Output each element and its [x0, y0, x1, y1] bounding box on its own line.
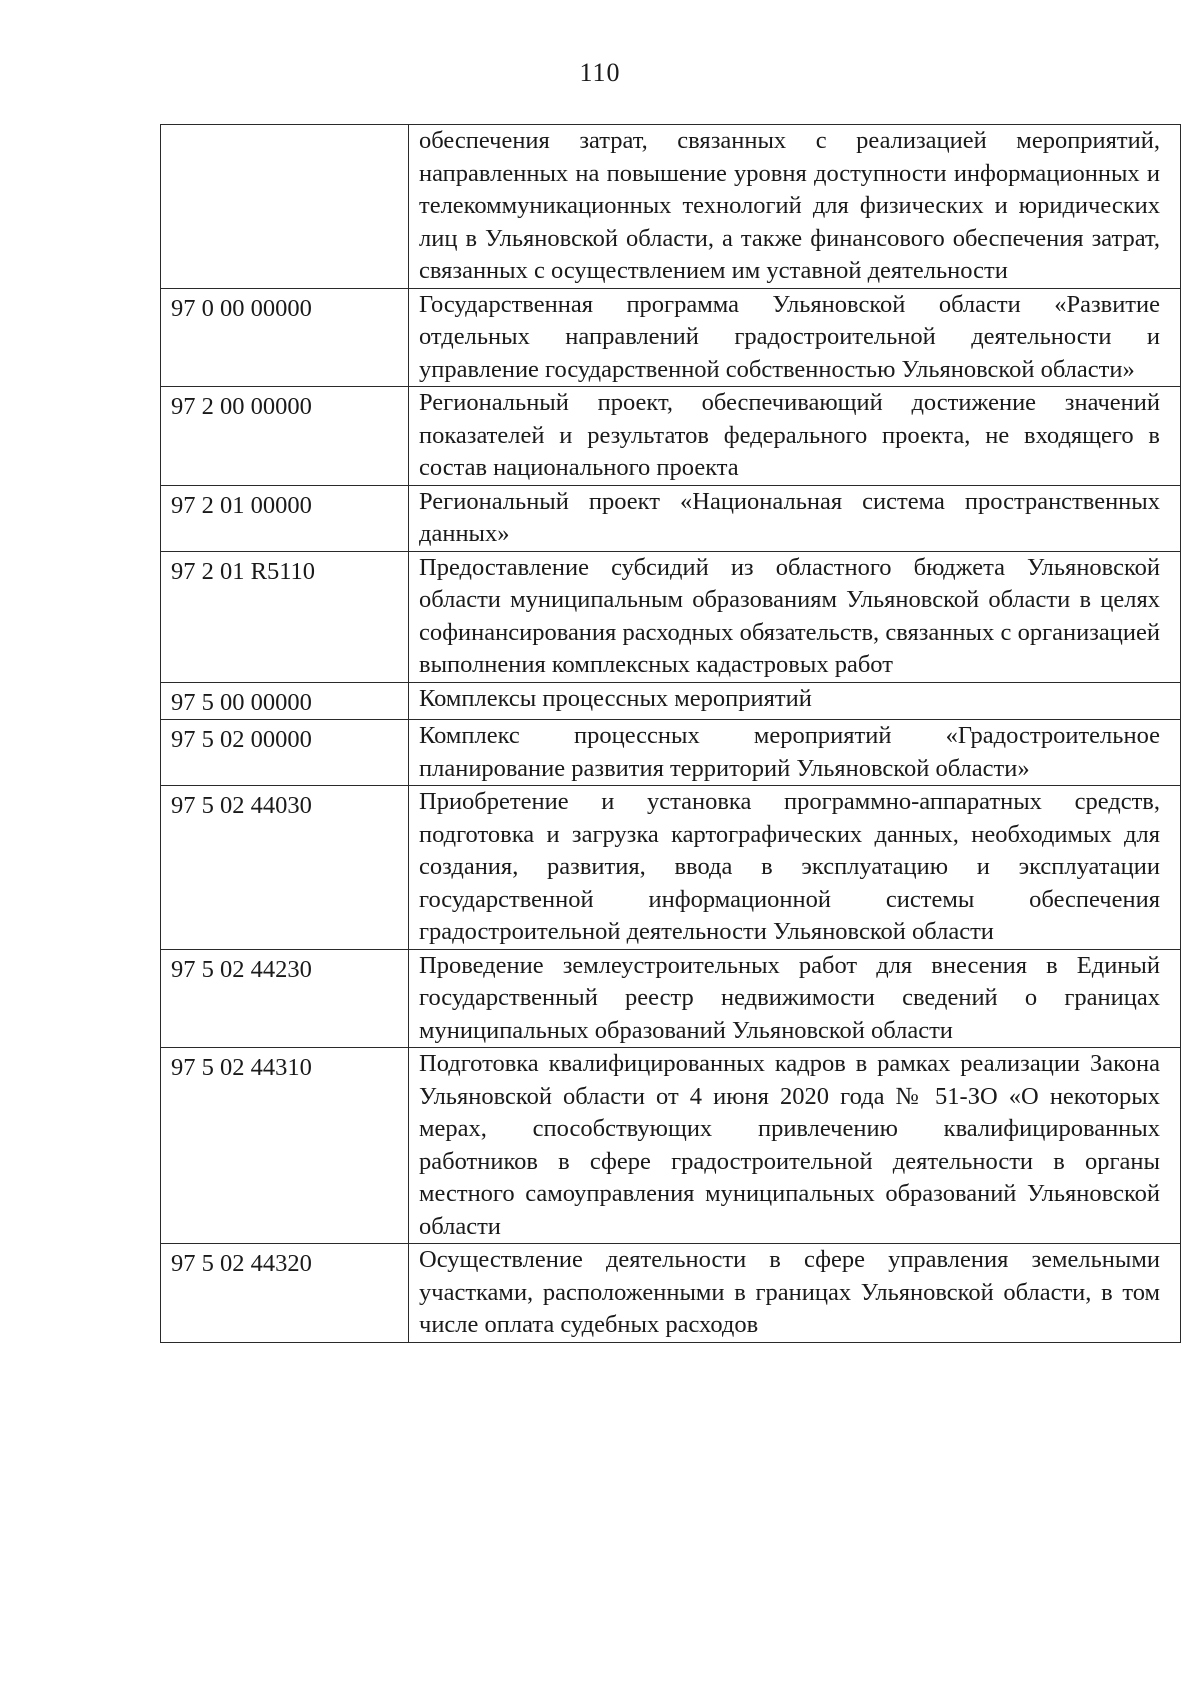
row-code: 97 2 01 00000: [161, 485, 409, 551]
table-row: [161, 786, 1181, 950]
row-code: 97 2 01 R5110: [161, 551, 409, 682]
page-number: 110: [579, 58, 621, 87]
row-description: Комплексы процессных мероприятий: [409, 682, 1181, 720]
table-row: [161, 949, 1181, 1048]
row-description: Комплекс процессных мероприятий «Градостроительное планирование развития территорий Ульяновской области»: [409, 720, 1181, 786]
row-code: 97 5 02 44310: [161, 1048, 409, 1244]
row-description: Подготовка квалифицированных кадров в рамках реализации Закона Ульяновской области от 4 июня 2020 года № 51-ЗО «О некоторых мерах, способствующих привлечению квалифицированных работников в сфере градостроительной деятельности в органы местного самоуправления муниципальных образований Ульяновской области: [409, 1048, 1181, 1244]
row-code: 97 0 00 00000: [161, 288, 409, 387]
row-description: Осуществление деятельности в сфере управления земельными участками, расположенными в границах Ульяновской области, в том числе оплата судебных расходов: [409, 1244, 1181, 1343]
table-row: [161, 551, 1181, 682]
table-row: [161, 387, 1181, 486]
row-description: Предоставление субсидий из областного бюджета Ульяновской области муниципальным образованиям Ульяновской области в целях софинансирования расходных обязательств, связанных с организацией выполнения комплексных кадастровых работ: [409, 551, 1181, 682]
row-description: Приобретение и установка программно-аппаратных средств, подготовка и загрузка картографических данных, необходимых для создания, развития, ввода в эксплуатацию и эксплуатации государственной информационной системы обеспечения градостроительной деятельности Ульяновской области: [409, 786, 1181, 950]
table-row: [161, 288, 1181, 387]
table-row: [161, 125, 1181, 289]
row-code: 97 5 00 00000: [161, 682, 409, 720]
row-code: 97 5 02 44030: [161, 786, 409, 950]
row-code: 97 5 02 44320: [161, 1244, 409, 1343]
row-description: Государственная программа Ульяновской области «Развитие отдельных направлений градостроительной деятельности и управление государственной собственностью Ульяновской области»: [409, 288, 1181, 387]
table-row: [161, 720, 1181, 786]
table-row: [161, 1048, 1181, 1244]
row-code: 97 2 00 00000: [161, 387, 409, 486]
row-code: 97 5 02 44230: [161, 949, 409, 1048]
table-row: [161, 1244, 1181, 1343]
budget-code-table: [160, 124, 1181, 1343]
table-row: [161, 682, 1181, 720]
row-code: 97 5 02 00000: [161, 720, 409, 786]
row-code: [161, 125, 409, 289]
row-description: Региональный проект, обеспечивающий достижение значений показателей и результатов федерального проекта, не входящего в состав национального проекта: [409, 387, 1181, 486]
row-description: Проведение землеустроительных работ для внесения в Единый государственный реестр недвижимости сведений о границах муниципальных образований Ульяновской области: [409, 949, 1181, 1048]
table-row: [161, 485, 1181, 551]
row-description: Региональный проект «Национальная система пространственных данных»: [409, 485, 1181, 551]
row-description: обеспечения затрат, связанных с реализацией мероприятий, направленных на повышение уровня доступности информационных и телекоммуникационных технологий для физических и юридических лиц в Ульяновской области, а также финансового обеспечения затрат, связанных с осуществлением им уставной деятельности: [409, 125, 1181, 289]
